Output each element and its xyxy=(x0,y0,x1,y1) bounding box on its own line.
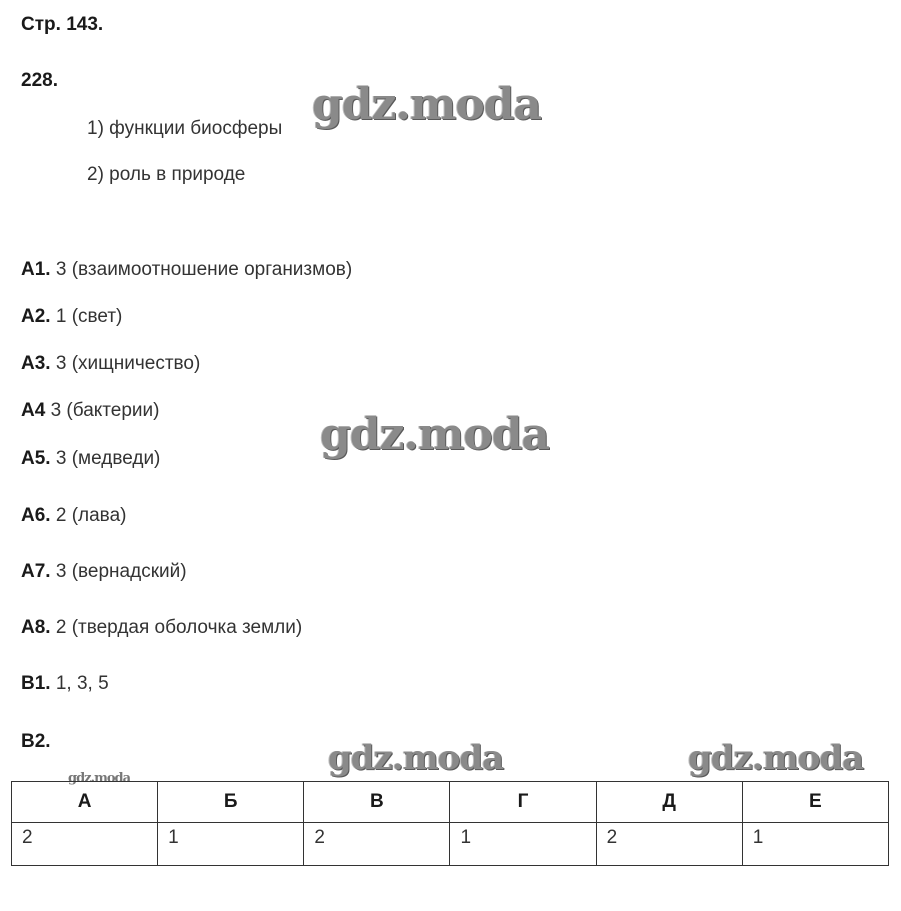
task-number: 228. xyxy=(21,70,58,91)
answer-value: 1 (свет) xyxy=(55,306,123,327)
answer-value: 2 (лава) xyxy=(55,505,127,526)
watermark: gdz.moda xyxy=(312,79,542,130)
answer-label: В1. xyxy=(21,673,51,694)
table-header-cell: Д xyxy=(596,782,742,823)
answer-label: А2. xyxy=(21,306,51,327)
table-header-cell: В xyxy=(304,782,450,823)
answer-value: 3 (хищничество) xyxy=(55,353,201,374)
table-cell: 2 xyxy=(12,823,158,866)
table-header-cell: Б xyxy=(158,782,304,823)
answer-a8 xyxy=(21,617,302,639)
answer-a7 xyxy=(21,561,187,583)
table-header-cell: Г xyxy=(450,782,596,823)
table-header-cell: А xyxy=(12,782,158,823)
answer-a2 xyxy=(21,306,122,328)
answer-label: А4 xyxy=(21,400,46,421)
table-cell: 2 xyxy=(596,823,742,866)
task-item-1: 1) функции биосферы xyxy=(87,118,283,139)
answer-a1 xyxy=(21,259,352,281)
answer-value: 1, 3, 5 xyxy=(55,673,109,694)
b2-label: В2. xyxy=(21,731,51,752)
answer-label: А6. xyxy=(21,505,51,526)
table-cell: 2 xyxy=(304,823,450,866)
watermark: gdz.moda xyxy=(68,771,131,786)
answer-a5 xyxy=(21,448,160,470)
answer-value: 3 (бактерии) xyxy=(50,400,160,421)
table-header-cell: Е xyxy=(742,782,888,823)
task-item-2: 2) роль в природе xyxy=(87,164,246,185)
table-header-row xyxy=(12,782,889,823)
table-row xyxy=(12,823,889,866)
answer-label: А8. xyxy=(21,617,51,638)
answer-a4 xyxy=(21,400,159,422)
table-cell: 1 xyxy=(742,823,888,866)
answer-label: А1. xyxy=(21,259,51,280)
answer-value: 3 (медведи) xyxy=(55,448,161,469)
page-header: Стр. 143. xyxy=(21,14,104,35)
b2-answer-table xyxy=(11,781,889,866)
watermark: gdz.moda xyxy=(688,738,864,778)
answer-value: 3 (взаимоотношение организмов) xyxy=(55,259,353,280)
answer-label: А3. xyxy=(21,353,51,374)
answer-label: А5. xyxy=(21,448,51,469)
answer-a3 xyxy=(21,353,200,375)
table-cell: 1 xyxy=(450,823,596,866)
watermark: gdz.moda xyxy=(320,409,550,460)
table-cell: 1 xyxy=(158,823,304,866)
answer-label: А7. xyxy=(21,561,51,582)
answer-value: 3 (вернадский) xyxy=(55,561,187,582)
answer-a6 xyxy=(21,505,126,527)
answer-value: 2 (твердая оболочка земли) xyxy=(55,617,303,638)
answer-b1 xyxy=(21,673,109,695)
watermark: gdz.moda xyxy=(328,738,504,778)
